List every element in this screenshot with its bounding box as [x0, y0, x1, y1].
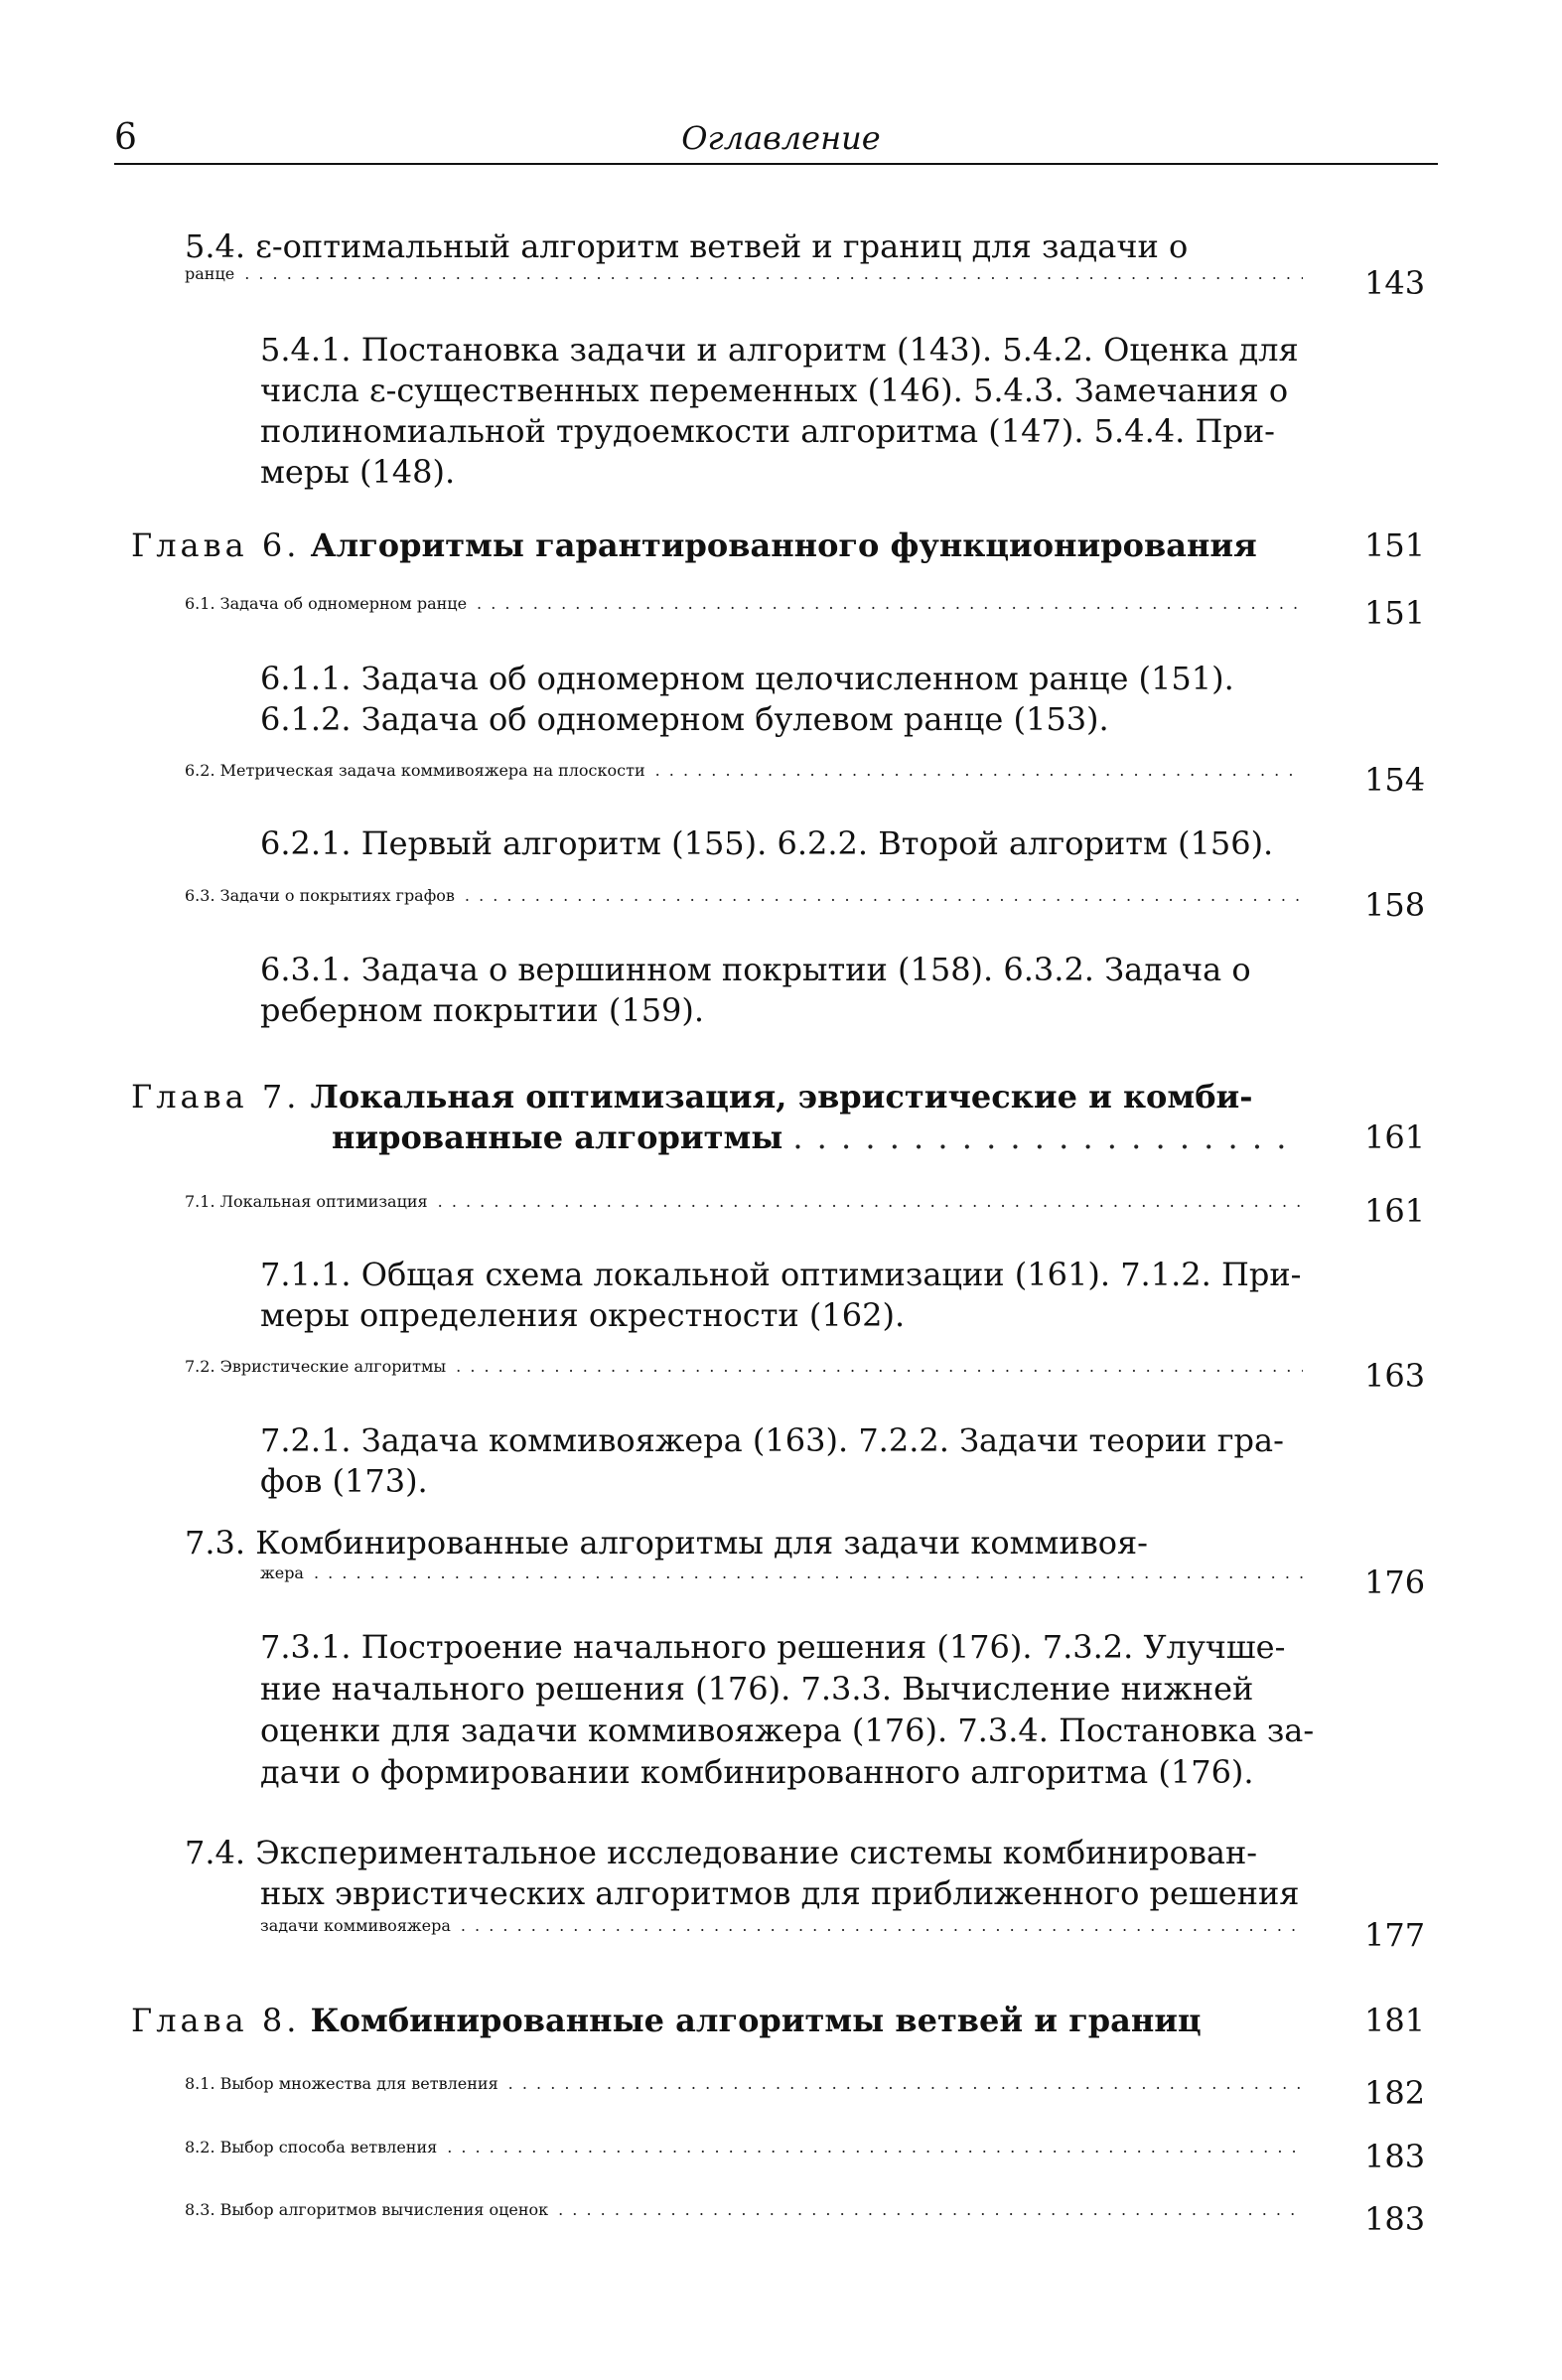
toc-page-7-1: 161: [1364, 1192, 1426, 1230]
toc-section-7-3-line2[interactable]: [260, 1563, 1313, 1582]
toc-page-8-1: 182: [1364, 2074, 1426, 2112]
page-number: 6: [114, 117, 137, 158]
header-rule: [114, 163, 1438, 165]
toc-subsection-line: числа ε-существенных переменных (146). 5.4.3. Замечания о: [260, 372, 1289, 409]
toc-section-6-3[interactable]: [185, 886, 1313, 905]
toc-subsection-line: 7.2.1. Задача коммивояжера (163). 7.2.2. Задачи теории гра-: [260, 1421, 1284, 1459]
toc-section-title: 6.3. Задачи о покрытиях графов: [185, 886, 455, 905]
toc-section-title-cont: задачи коммивояжера: [260, 1916, 451, 1935]
toc-subsection-line: 7.3.1. Построение начального решения (176). 7.3.2. Улучше-: [260, 1628, 1286, 1666]
dot-leader: [477, 594, 1303, 613]
toc-section-5-4-title: 5.4. ε-оптимальный алгоритм ветвей и границ для задачи о: [185, 227, 1189, 265]
running-title: Оглавление: [681, 119, 881, 157]
toc-section-8-2[interactable]: [185, 2138, 1313, 2157]
toc-subsection-line: оценки для задачи коммивояжера (176). 7.3.4. Постановка за-: [260, 1711, 1315, 1749]
chapter-label: Глава 7.: [131, 1078, 301, 1116]
toc-section-5-4-line1[interactable]: [185, 224, 1313, 268]
toc-subsection-line: фов (173).: [260, 1462, 428, 1500]
toc-chapter-7-line2[interactable]: [332, 1118, 1313, 1156]
toc-section-8-1[interactable]: [185, 2074, 1313, 2093]
toc-page-6-1: 151: [1364, 594, 1426, 632]
toc-page-8-3: 183: [1364, 2200, 1426, 2238]
toc-section-title: 7.1. Локальная оптимизация: [185, 1192, 428, 1211]
toc-section-title: 6.1. Задача об одномерном ранце: [185, 594, 468, 613]
toc-section-7-4-line1[interactable]: [185, 1834, 1257, 1871]
toc-section-6-1[interactable]: [185, 594, 1313, 613]
toc-page-8-2: 183: [1364, 2138, 1426, 2175]
toc-page-7-3: 176: [1364, 1563, 1426, 1601]
toc-subsection-line: полиномиальной трудоемкости алгоритма (147). 5.4.4. При-: [260, 412, 1275, 450]
dot-leader: [792, 1118, 1303, 1156]
chapter-title: Локальная оптимизация, эвристические и комби-: [310, 1078, 1253, 1116]
toc-section-title: 8.3. Выбор алгоритмов вычисления оценок: [185, 2200, 549, 2219]
toc-subsection-line: 6.2.1. Первый алгоритм (155). 6.2.2. Второй алгоритм (156).: [260, 824, 1274, 862]
toc-section-5-4-title-cont: ранце: [185, 264, 235, 283]
dot-leader: [558, 2200, 1303, 2219]
toc-section-7-2[interactable]: [185, 1357, 1313, 1376]
chapter-title: Комбинированные алгоритмы ветвей и границ: [310, 2002, 1202, 2039]
toc-section-7-4-line3[interactable]: [260, 1916, 1313, 1935]
toc-section-8-3[interactable]: [185, 2200, 1313, 2219]
dot-leader: [655, 761, 1303, 780]
dot-leader: [461, 1916, 1303, 1935]
toc-subsection-line: 5.4.1. Постановка задачи и алгоритм (143). 5.4.2. Оценка для: [260, 331, 1299, 369]
toc-subsection-line: 6.1.1. Задача об одномерном целочисленном ранце (151).: [260, 660, 1234, 697]
chapter-title-cont: нированные алгоритмы: [332, 1118, 783, 1156]
toc-subsection-line: дачи о формировании комбинированного алгоритма (176).: [260, 1753, 1254, 1791]
toc-subsection-line: 7.1.1. Общая схема локальной оптимизации (161). 7.1.2. При-: [260, 1256, 1302, 1293]
dot-leader: [438, 1192, 1303, 1211]
toc-page-ch7: 161: [1364, 1118, 1426, 1156]
toc-page-ch8: 181: [1364, 2002, 1426, 2039]
toc-section-7-4-line2: ных эвристических алгоритмов для приближенного решения: [260, 1874, 1300, 1912]
toc-chapter-7[interactable]: [131, 1078, 1253, 1116]
toc-page-5-4: 143: [1364, 264, 1426, 302]
toc-section-title: 6.2. Метрическая задача коммивояжера на плоскости: [185, 761, 645, 780]
toc-section-title: 7.4. Экспериментальное исследование системы комбинирован-: [185, 1834, 1258, 1871]
dot-leader: [244, 264, 1303, 283]
toc-page-6-2: 154: [1364, 761, 1426, 799]
dot-leader: [508, 2074, 1303, 2093]
toc-section-title: 7.2. Эвристические алгоритмы: [185, 1357, 447, 1376]
toc-section-title: 8.1. Выбор множества для ветвления: [185, 2074, 498, 2093]
toc-section-6-2[interactable]: [185, 761, 1313, 780]
toc-chapter-6[interactable]: [131, 526, 1257, 564]
dot-leader: [465, 886, 1303, 905]
toc-section-title-cont: жера: [260, 1563, 304, 1582]
toc-page-7-2: 163: [1364, 1357, 1426, 1395]
toc-section-title: 7.3. Комбинированные алгоритмы для задачи коммивоя-: [185, 1524, 1148, 1562]
toc-subsection-line: 6.3.1. Задача о вершинном покрытии (158). 6.3.2. Задача о: [260, 951, 1251, 988]
toc-page-ch6: 151: [1364, 526, 1426, 564]
toc-subsection-line: ние начального решения (176). 7.3.3. Вычисление нижней: [260, 1670, 1254, 1708]
toc-section-7-1[interactable]: [185, 1192, 1313, 1211]
toc-section-5-4-line2[interactable]: [185, 264, 1313, 283]
toc-section-title: 8.2. Выбор способа ветвления: [185, 2138, 438, 2157]
toc-subsection-line: меры (148).: [260, 453, 456, 491]
dot-leader: [447, 2138, 1303, 2157]
toc-chapter-8[interactable]: [131, 2002, 1202, 2039]
dot-leader: [314, 1563, 1303, 1582]
toc-page-6-3: 158: [1364, 886, 1426, 924]
chapter-label: Глава 6.: [131, 526, 301, 564]
toc-subsection-line: 6.1.2. Задача об одномерном булевом ранце (153).: [260, 700, 1109, 738]
toc-section-7-3-line1[interactable]: [185, 1524, 1148, 1562]
toc-subsection-line: реберном покрытии (159).: [260, 991, 705, 1029]
dot-leader: [456, 1357, 1303, 1376]
chapter-title: Алгоритмы гарантированного функционирования: [310, 526, 1257, 564]
chapter-label: Глава 8.: [131, 2002, 301, 2039]
toc-page-7-4: 177: [1364, 1916, 1426, 1954]
toc-subsection-line: меры определения окрестности (162).: [260, 1296, 906, 1334]
